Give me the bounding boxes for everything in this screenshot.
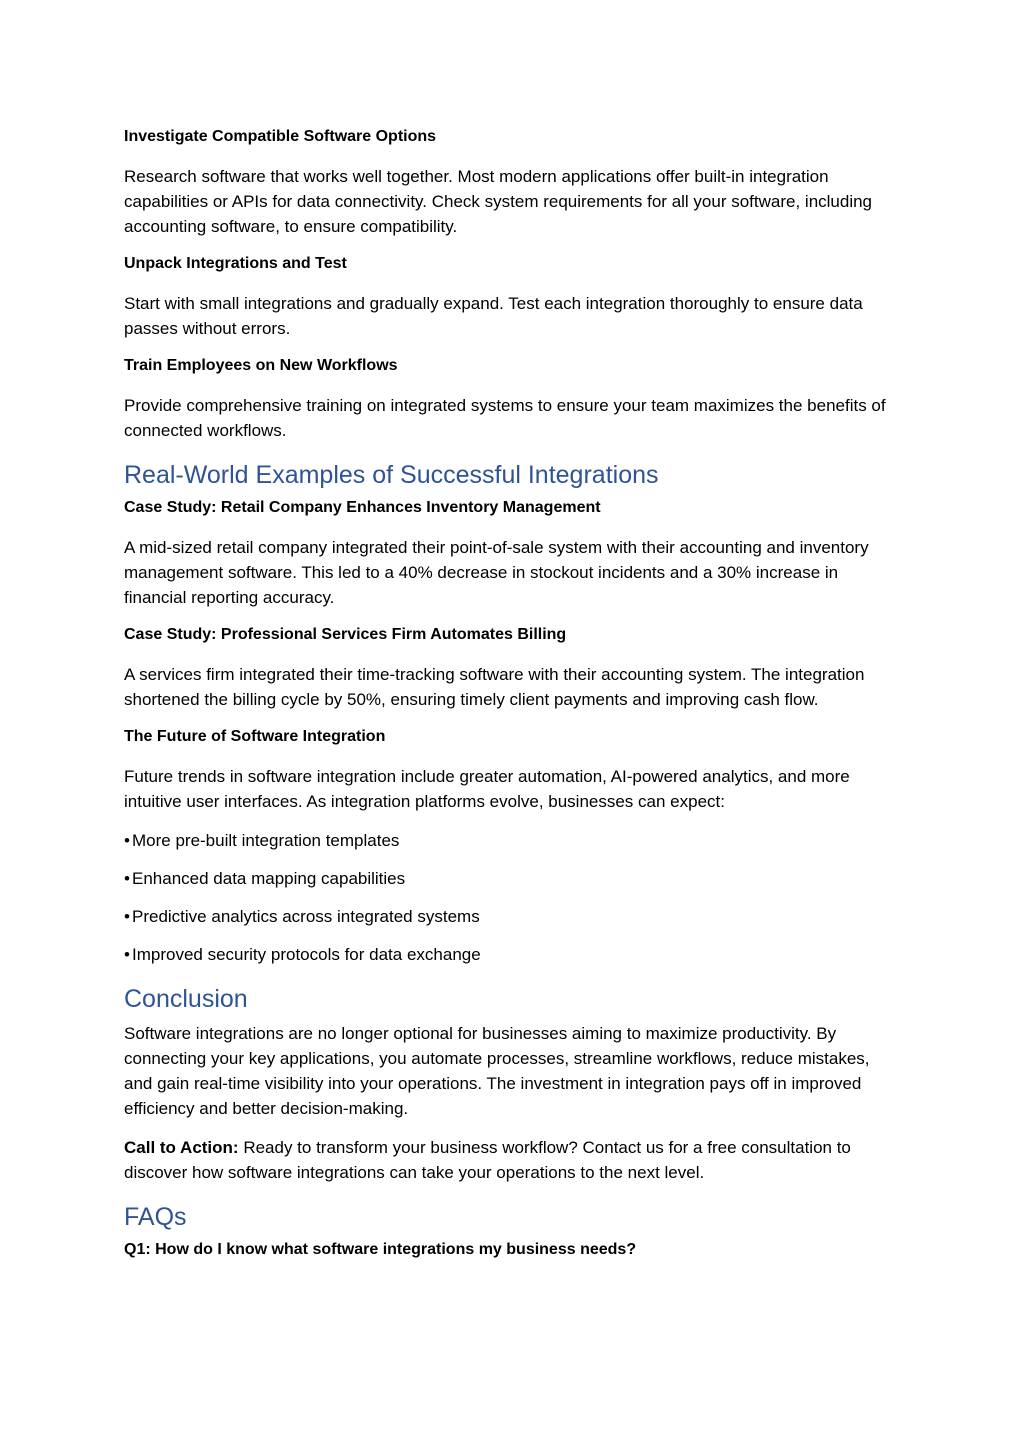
future-body: Future trends in software integration include greater automation, AI-powered analytics, and more intuitive user interfaces. As integration platforms evolve, businesses can expect:	[124, 767, 850, 811]
list-item	[124, 942, 896, 967]
faq-question-1: Q1: How do I know what software integrations my business needs?	[124, 1241, 637, 1258]
bullet-text: Improved security protocols for data exchange	[132, 945, 481, 964]
train-body: Provide comprehensive training on integrated systems to ensure your team maximizes the benefits of connected workflows.	[124, 396, 886, 440]
investigate-title: Investigate Compatible Software Options	[124, 128, 437, 145]
unpack-body: Start with small integrations and gradually expand. Test each integration thoroughly to ensure data passes without errors.	[124, 294, 863, 338]
bullet-text: More pre-built integration templates	[132, 831, 400, 850]
unpack-title: Unpack Integrations and Test	[124, 255, 347, 272]
conclusion-body: Software integrations are no longer optional for businesses aiming to maximize productivity. By connecting your key applications, you automate processes, streamline workflows, reduce mistakes, and gain real-time visibility into your operations. The investment in integration pays off in improved efficiency and better decision-making.	[124, 1024, 870, 1118]
document-page	[124, 126, 896, 1277]
bullet-icon: •	[124, 945, 130, 964]
case1-title: Case Study: Retail Company Enhances Inventory Management	[124, 499, 601, 516]
bullet-icon: •	[124, 869, 130, 888]
list-item	[124, 866, 896, 891]
case2-title: Case Study: Professional Services Firm Automates Billing	[124, 626, 567, 643]
investigate-body: Research software that works well together. Most modern applications offer built-in integration capabilities or APIs for data connectivity. Check system requirements for all your software, including accounting software, to ensure compatibility.	[124, 167, 873, 236]
call-to-action	[124, 1135, 896, 1185]
list-item	[124, 828, 896, 853]
case2-body: A services firm integrated their time-tracking software with their accounting system. The integration shortened the billing cycle by 50%, ensuring timely client payments and improving cash flow.	[124, 665, 865, 709]
cta-body: Ready to transform your business workflow? Contact us for a free consultation to discover how software integrations can take your operations to the next level.	[124, 1138, 851, 1182]
train-title: Train Employees on New Workflows	[124, 357, 398, 374]
list-item	[124, 904, 896, 929]
case1-body: A mid-sized retail company integrated their point-of-sale system with their accounting and inventory management software. This led to a 40% decrease in stockout incidents and a 30% increase in financial reporting accuracy.	[124, 538, 869, 607]
bullet-text: Enhanced data mapping capabilities	[132, 869, 406, 888]
conclusion-heading: Conclusion	[124, 985, 248, 1013]
bullet-icon: •	[124, 831, 130, 850]
future-title: The Future of Software Integration	[124, 728, 386, 745]
cta-label: Call to Action:	[124, 1138, 239, 1157]
faqs-heading: FAQs	[124, 1203, 187, 1231]
bullet-icon: •	[124, 907, 130, 926]
bullet-text: Predictive analytics across integrated systems	[132, 907, 480, 926]
examples-heading: Real-World Examples of Successful Integrations	[124, 461, 659, 489]
